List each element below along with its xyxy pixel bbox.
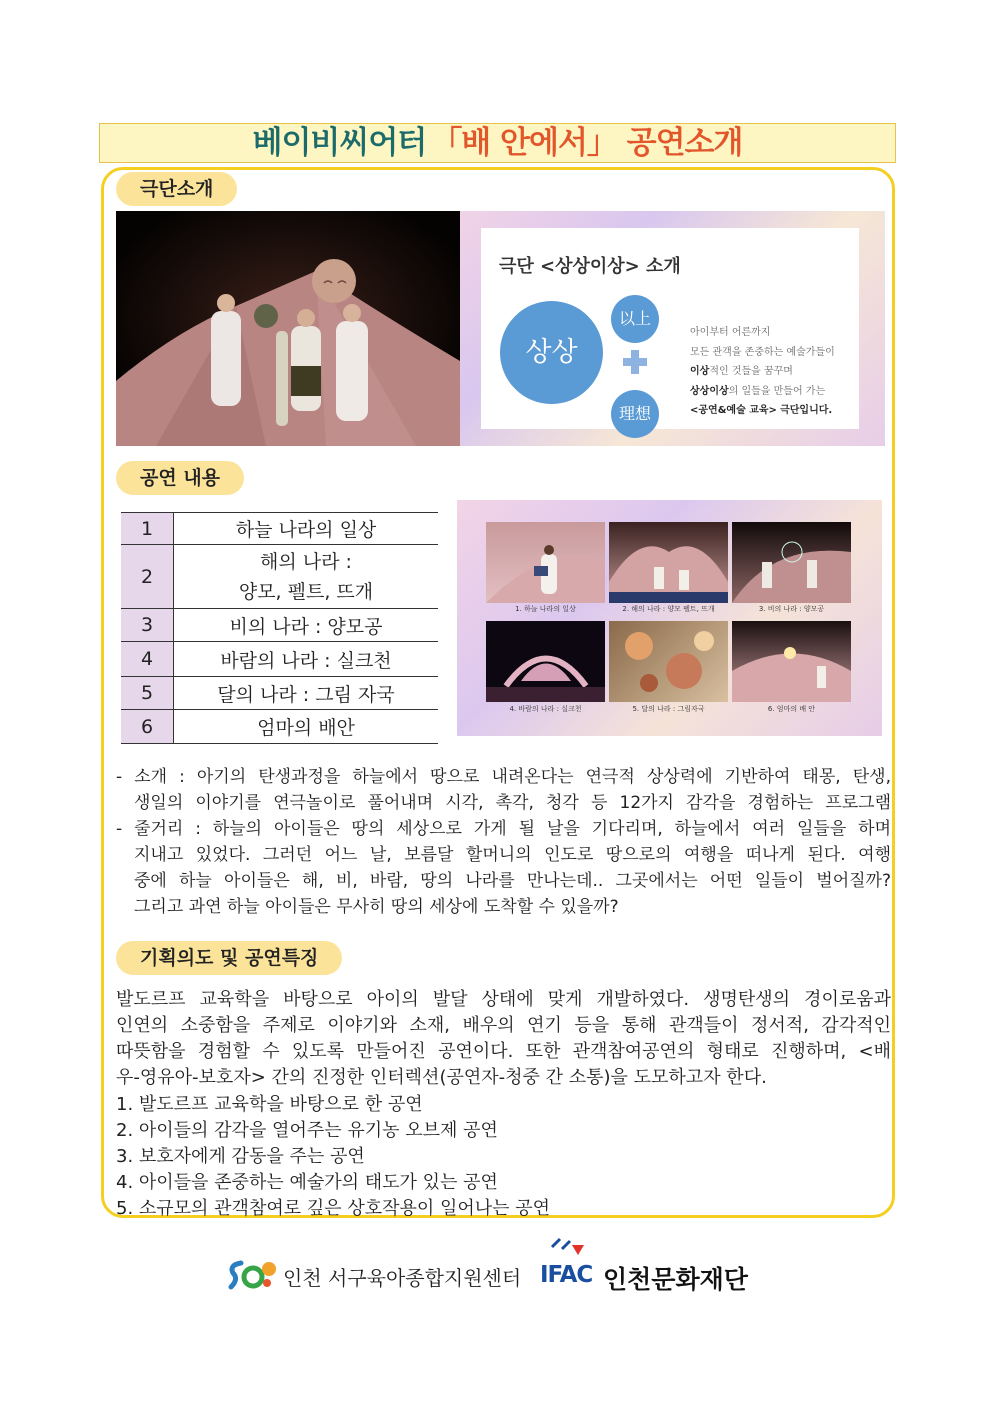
intro-line: 모든 관객을 존중하는 예술가들이 (690, 346, 835, 358)
program-title-line: 양모, 펠트, 뜨개 (238, 580, 374, 603)
page-title (99, 123, 896, 163)
section-content-heading: 공연 내용 (116, 461, 244, 495)
scene-caption-6: 6. 엄마의 배 안 (767, 705, 816, 713)
program-title: 바람의 나라 : 실크천 (174, 642, 439, 677)
ifac-mark: IFAC (540, 1262, 593, 1288)
scene-photo-grid (457, 500, 882, 736)
description-line: - 줄거리 : 하늘의 아이들은 땅의 세상으로 가게 될 날을 기다리며, 하늘에서 여러 일들을 하며 (116, 819, 891, 839)
scene-caption-2: 2. 해의 나라 : 양모 펠트, 뜨개 (622, 605, 715, 613)
program-num: 3 (121, 609, 174, 642)
feature-item: 2. 아이들의 감각을 열어주는 유기농 오브제 공연 (116, 1120, 498, 1141)
intro-panel (481, 228, 859, 429)
intro-line: 아이부터 어른까지 (690, 327, 771, 338)
scene-caption-4: 4. 바람의 나라 : 실크천 (509, 705, 582, 713)
intro-bold-term: 상상이상 (690, 385, 729, 397)
scene-caption-3: 3. 비의 나라 : 양모공 (758, 605, 825, 613)
scene-drawing (609, 621, 728, 702)
troupe-intro-card (460, 211, 885, 446)
planning-line: 인연의 소중함을 주제로 이야기와 소재, 배우의 연기 등을 통해 관객들이 정서적, 감각적인 (116, 1015, 891, 1036)
seogu-center-logo-icon (227, 1257, 279, 1291)
intro-line-text: 극단입니다. (780, 405, 833, 416)
feature-item: 1. 발도르프 교육학을 바탕으로 한 공연 (116, 1094, 423, 1115)
scene-photo-1 (486, 522, 605, 603)
program-table (121, 512, 438, 744)
program-num: 6 (121, 710, 174, 744)
stage-photo (116, 211, 460, 446)
intro-line (690, 382, 835, 402)
scene-caption-5: 5. 달의 나라 : 그림자국 (632, 705, 705, 713)
program-title: 엄마의 배안 (174, 710, 439, 744)
description-line: - 소개 : 아기의 탄생과정을 하늘에서 땅으로 내려온다는 연극적 상상력에 기반하여 태몽, 탄생, (116, 767, 891, 787)
scene-photo-4 (486, 621, 605, 702)
intro-bold-term: <공연&예술 교육> (690, 405, 777, 416)
program-title: 하늘 나라의 일상 (174, 513, 439, 545)
table-row (121, 677, 438, 710)
title-part2: 「배 안에서」 공연소개 (431, 125, 743, 161)
feature-item: 5. 소규모의 관객참여로 깊은 상호작용이 일어나는 공연 (116, 1198, 551, 1219)
scene-photo-6 (732, 621, 851, 702)
intro-description (690, 323, 835, 421)
program-title-line: 해의 나라 : (260, 550, 352, 573)
sangsang-circle: 상상 (500, 301, 603, 404)
program-num: 5 (121, 677, 174, 710)
scene-photo-3 (732, 522, 851, 603)
intro-line (690, 362, 835, 382)
plus-icon-vertical (631, 350, 639, 374)
description-line: 지내고 있었다. 그러던 어느 날, 보름달 할머니의 인도로 땅으로의 여행을 떠나게 된다. 여행 (134, 845, 891, 865)
planning-line: 발도르프 교육학을 바탕으로 아이의 발달 상태에 맞게 개발하였다. 생명탄생의 경이로움과 (116, 989, 891, 1010)
title-part1: 베이비씨어터 (252, 125, 427, 161)
intro-line-text: 적인 것들을 꿈꾸며 (709, 366, 793, 377)
description-line: 그리고 과연 하늘 아이들은 무사히 땅의 세상에 도착할 수 있을까? (134, 897, 619, 917)
intro-line (690, 401, 835, 421)
scene-photo-2 (609, 522, 728, 603)
intro-bold-term: 이상 (690, 366, 710, 377)
description-line: 생일의 이야기를 연극놀이로 풀어내며 시각, 촉각, 청각 등 12가지 감각을 경험하는 프로그램 (134, 793, 891, 813)
program-num: 1 (121, 513, 174, 545)
feature-item: 4. 아이들을 존중하는 예술가의 태도가 있는 공연 (116, 1172, 498, 1193)
program-title: 비의 나라 : 양모공 (174, 609, 439, 642)
feature-item: 3. 보호자에게 감동을 주는 공연 (116, 1146, 365, 1167)
program-title (174, 545, 439, 609)
stage-photo-drawing (116, 211, 460, 446)
table-row (121, 710, 438, 744)
planning-line: 따뜻함을 경험할 수 있도록 만들어진 공연이다. 또한 관객참여공연의 형태로 진행하며, <배 (116, 1041, 891, 1062)
intro-line-text: 의 일들을 만들어 가는 (728, 385, 826, 397)
scene-drawing (732, 621, 851, 702)
ifac-name: 인천문화재단 (603, 1265, 748, 1294)
table-row (121, 545, 438, 609)
scene-photo-5 (609, 621, 728, 702)
description-line: 중에 하늘 아이들은 해, 비, 바람, 땅의 나라를 만나는데.. 그곳에서는 어떤 일들이 벌어질까? (134, 871, 891, 891)
scene-caption-1: 1. 하늘 나라의 일상 (515, 605, 576, 613)
section-troupe-heading: 극단소개 (116, 172, 237, 206)
table-row (121, 642, 438, 677)
table-row (121, 513, 438, 545)
seogu-center-name: 인천 서구육아종합지원센터 (283, 1266, 522, 1290)
table-row (121, 609, 438, 642)
program-num: 2 (121, 545, 174, 609)
planning-line: 우-영유아-보호자> 간의 진정한 인터렉션(공연자-청중 간 소통)을 도모하고자 한다. (116, 1067, 767, 1088)
scene-drawing (486, 621, 605, 702)
program-title: 달의 나라 : 그림 자국 (174, 677, 439, 710)
scene-drawing (486, 522, 605, 603)
scene-drawing (732, 522, 851, 603)
program-num: 4 (121, 642, 174, 677)
scene-drawing (609, 522, 728, 603)
intro-title: 극단 <상상이상> 소개 (499, 256, 681, 277)
footer-logos (0, 1237, 992, 1297)
circle-top: 以上 (611, 295, 659, 343)
circle-bottom: 理想 (611, 390, 659, 438)
section-planning-heading: 기획의도 및 공연특징 (116, 941, 342, 975)
